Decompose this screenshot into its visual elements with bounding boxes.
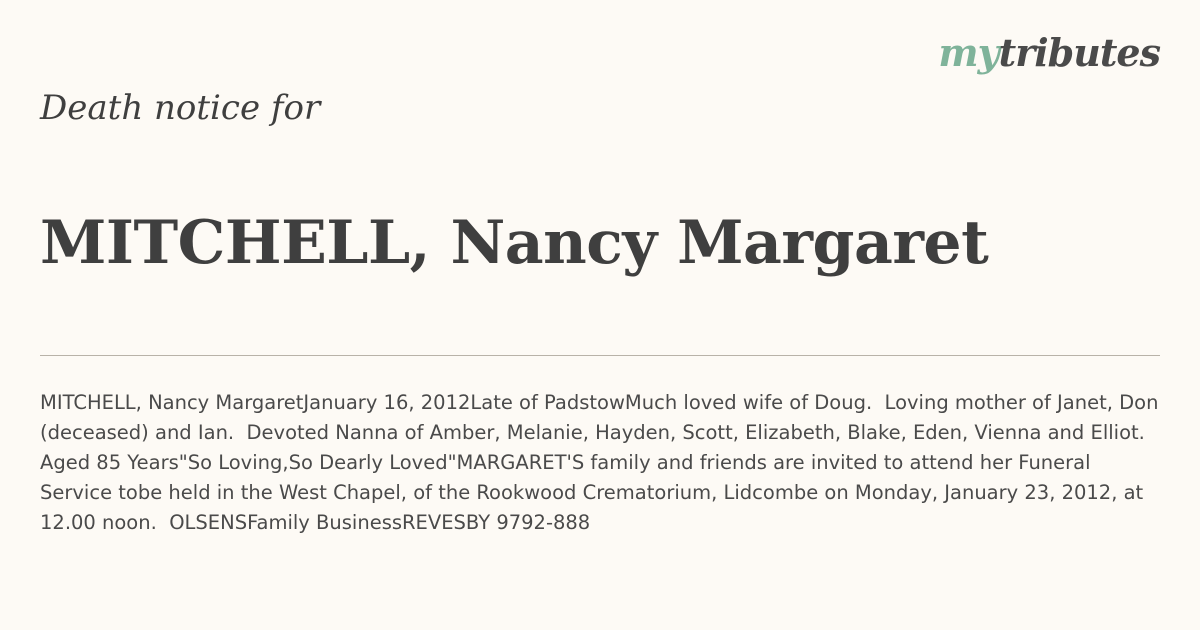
mytributes-logo[interactable]	[938, 30, 1160, 75]
logo-my: my	[938, 30, 999, 75]
page-subtitle: Death notice for	[40, 88, 321, 128]
deceased-name: MITCHELL, Nancy Margaret	[40, 208, 989, 278]
divider	[40, 355, 1160, 356]
notice-text: MITCHELL, Nancy MargaretJanuary 16, 2012Late of PadstowMuch loved wife of Doug. Loving mother of Janet, Don (deceased) and Ian. Devoted Nanna of Amber, Melanie, Hayden, Scott, Elizabeth, Blake, Eden, Vienna and Elliot. Aged 85 Years"So Loving,So Dearly Loved"MARGARET'S family and friends are invited to attend her Funeral Service tobe held in the West Chapel, of the Rookwood Crematorium, Lidcombe on Monday, January 23, 2012, at 12.00 noon. OLSENSFamily BusinessREVESBY 9792-888	[40, 391, 1165, 534]
logo-tributes: tributes	[998, 30, 1160, 75]
